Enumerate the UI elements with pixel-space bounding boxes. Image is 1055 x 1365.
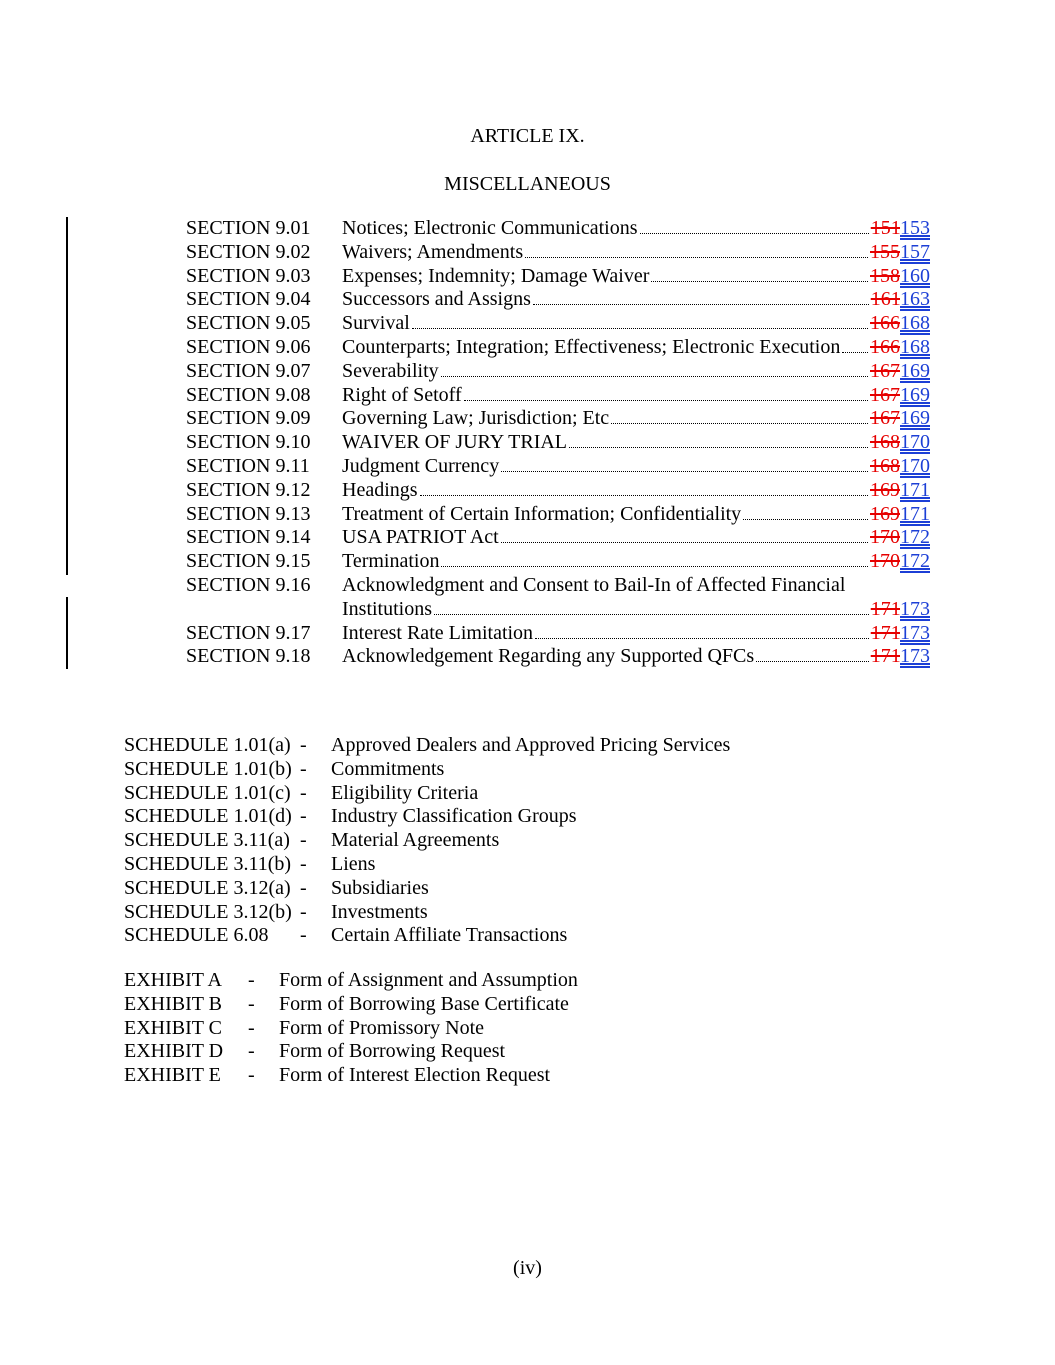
deleted-page-number: 161: [870, 288, 900, 311]
schedule-description: Investments: [331, 900, 428, 923]
dot-leader: [501, 542, 868, 543]
dot-leader: [533, 304, 869, 305]
page-number-link[interactable]: 160: [900, 264, 930, 287]
schedule-label: SCHEDULE 3.12(b): [124, 900, 292, 923]
deleted-page-number: 158: [870, 264, 900, 287]
page-number-link[interactable]: 157: [900, 240, 930, 263]
deleted-page-number: 151: [870, 217, 900, 239]
exhibit-dash: -: [248, 992, 255, 1015]
toc-entry: [186, 431, 930, 455]
section-title[interactable]: Waivers; Amendments: [342, 240, 524, 263]
section-title[interactable]: USA PATRIOT Act: [342, 526, 499, 549]
schedule-description: Liens: [331, 852, 376, 875]
section-number: SECTION 9.13: [186, 502, 311, 525]
section-number: SECTION 9.07: [186, 359, 311, 382]
page-number-link[interactable]: 173: [900, 645, 930, 668]
section-number: SECTION 9.17: [186, 621, 311, 644]
toc-entry: [186, 265, 930, 289]
exhibit-description: Form of Promissory Note: [279, 1016, 484, 1039]
section-number: SECTION 9.11: [186, 454, 310, 477]
deleted-page-number: 167: [870, 383, 900, 406]
page-number-link[interactable]: 163: [900, 288, 930, 311]
schedule-dash: -: [300, 805, 307, 828]
dot-leader: [611, 423, 868, 424]
section-title[interactable]: WAIVER OF JURY TRIAL: [342, 431, 568, 454]
toc-entry: [186, 479, 930, 503]
section-title[interactable]: Governing Law; Jurisdiction; Etc: [342, 407, 610, 430]
dot-leader: [412, 328, 868, 329]
deleted-page-number: 168: [870, 431, 900, 454]
schedule-description: Eligibility Criteria: [331, 781, 479, 804]
schedule-dash: -: [300, 757, 307, 780]
schedule-description: Certain Affiliate Transactions: [331, 924, 568, 947]
section-title[interactable]: Acknowledgment and Consent to Bail-In of Affected Financial: [342, 573, 846, 596]
exhibit-dash: -: [248, 969, 255, 991]
page-number-link[interactable]: 171: [900, 502, 930, 525]
section-title[interactable]: Acknowledgement Regarding any Supported QFCs: [342, 645, 755, 668]
section-title[interactable]: Successors and Assigns: [342, 288, 531, 311]
table-of-contents: [186, 217, 930, 669]
section-number: SECTION 9.05: [186, 312, 311, 335]
section-number: SECTION 9.04: [186, 288, 311, 311]
schedule-description: Commitments: [331, 757, 445, 780]
section-number: SECTION 9.14: [186, 526, 311, 549]
section-title[interactable]: Right of Setoff: [342, 383, 462, 406]
toc-entry: [186, 241, 930, 265]
deleted-page-number: 170: [870, 550, 900, 573]
section-title-continued[interactable]: Institutions: [342, 597, 433, 620]
section-title[interactable]: Treatment of Certain Information; Confidentiality: [342, 502, 742, 525]
section-number: SECTION 9.12: [186, 478, 311, 501]
page-number-link[interactable]: 169: [900, 359, 930, 382]
schedule-description: Material Agreements: [331, 829, 500, 852]
page-number-link[interactable]: 173: [900, 621, 930, 644]
section-number: SECTION 9.10: [186, 431, 311, 454]
toc-entry: [186, 645, 930, 669]
toc-entry: [186, 407, 930, 431]
dot-leader: [464, 400, 868, 401]
page-number-link[interactable]: 170: [900, 454, 930, 477]
dot-leader: [756, 661, 869, 662]
deleted-page-number: 155: [870, 240, 900, 263]
dot-leader: [535, 638, 869, 639]
section-title[interactable]: Interest Rate Limitation: [342, 621, 534, 644]
toc-entry: [186, 312, 930, 336]
toc-entry: [186, 526, 930, 550]
exhibit-dash: -: [248, 1064, 255, 1087]
section-title[interactable]: Survival: [342, 312, 410, 335]
schedule-description: Industry Classification Groups: [331, 805, 577, 828]
exhibit-description: Form of Borrowing Request: [279, 1040, 506, 1063]
schedule-dash: -: [300, 781, 307, 804]
section-number: SECTION 9.03: [186, 264, 311, 287]
page-number-link[interactable]: 170: [900, 431, 930, 454]
exhibit-label: EXHIBIT C: [124, 1016, 222, 1039]
exhibit-dash: -: [248, 1040, 255, 1063]
schedule-dash: -: [300, 734, 307, 756]
schedule-label: SCHEDULE 1.01(c): [124, 781, 291, 804]
article-subtitle: MISCELLANEOUS: [444, 173, 611, 195]
dot-leader: [441, 376, 868, 377]
section-title[interactable]: Headings: [342, 478, 418, 501]
dot-leader: [420, 495, 868, 496]
toc-entry: [186, 455, 930, 479]
exhibit-label: EXHIBIT A: [124, 969, 222, 991]
deleted-page-number: 166: [870, 335, 900, 358]
section-title[interactable]: Counterparts; Integration; Effectiveness; Electronic Execution: [342, 335, 841, 358]
schedule-dash: -: [300, 829, 307, 852]
dot-leader: [743, 519, 868, 520]
section-title[interactable]: Termination: [342, 550, 440, 573]
toc-entry: [186, 550, 930, 574]
section-number: SECTION 9.08: [186, 383, 311, 406]
schedule-dash: -: [300, 900, 307, 923]
page-number-link[interactable]: 153: [900, 217, 930, 239]
section-number: SECTION 9.16: [186, 573, 311, 596]
toc-entry: [186, 288, 930, 312]
deleted-page-number: 171: [870, 621, 900, 644]
section-title[interactable]: Expenses; Indemnity; Damage Waiver: [342, 264, 650, 287]
dot-leader: [525, 257, 868, 258]
schedule-label: SCHEDULE 3.12(a): [124, 876, 291, 899]
section-number: SECTION 9.06: [186, 335, 311, 358]
exhibit-label: EXHIBIT E: [124, 1064, 221, 1087]
page-number-link[interactable]: 172: [900, 550, 930, 573]
schedule-label: SCHEDULE 3.11(b): [124, 852, 292, 875]
exhibit-label: EXHIBIT D: [124, 1040, 224, 1063]
toc-entry: [186, 503, 930, 527]
dot-leader: [569, 447, 868, 448]
exhibit-description: Form of Assignment and Assumption: [279, 969, 578, 991]
schedule-label: SCHEDULE 3.11(a): [124, 829, 290, 852]
page-number-link[interactable]: 171: [900, 478, 930, 501]
schedule-dash: -: [300, 876, 307, 899]
deleted-page-number: 171: [870, 597, 900, 620]
schedule-label: SCHEDULE 1.01(b): [124, 757, 292, 780]
schedule-label: SCHEDULE 6.08: [124, 924, 269, 947]
change-bar: [66, 597, 68, 669]
schedule-dash: -: [300, 924, 307, 947]
toc-entry: [186, 336, 930, 360]
schedule-dash: -: [300, 852, 307, 875]
exhibit-label: EXHIBIT B: [124, 992, 222, 1015]
deleted-page-number: 169: [870, 502, 900, 525]
section-number: SECTION 9.02: [186, 240, 311, 263]
schedule-label: SCHEDULE 1.01(d): [124, 805, 292, 828]
exhibit-description: Form of Interest Election Request: [279, 1064, 551, 1087]
schedule-description: Subsidiaries: [331, 876, 429, 899]
dot-leader: [842, 352, 868, 353]
toc-entry: [186, 574, 930, 622]
dot-leader: [640, 233, 869, 234]
page-number-link[interactable]: 169: [900, 383, 930, 406]
change-bar: [66, 217, 68, 575]
toc-entry: [186, 360, 930, 384]
article-title: ARTICLE IX.: [470, 125, 585, 147]
deleted-page-number: 168: [870, 454, 900, 477]
deleted-page-number: 166: [870, 312, 900, 335]
toc-entry: [186, 217, 930, 241]
dot-leader: [441, 566, 868, 567]
page-number-link[interactable]: 168: [900, 335, 930, 358]
page-number-link[interactable]: 172: [900, 526, 930, 549]
section-number: SECTION 9.01: [186, 217, 311, 239]
deleted-page-number: 169: [870, 478, 900, 501]
dot-leader: [501, 471, 868, 472]
deleted-page-number: 167: [870, 407, 900, 430]
dot-leader: [651, 281, 868, 282]
deleted-page-number: 171: [870, 645, 900, 668]
section-title[interactable]: Notices; Electronic Communications: [342, 217, 638, 239]
deleted-page-number: 170: [870, 526, 900, 549]
deleted-page-number: 167: [870, 359, 900, 382]
schedule-description: Approved Dealers and Approved Pricing Services: [331, 734, 731, 756]
page-number: (iv): [513, 1257, 542, 1279]
dot-leader: [434, 614, 869, 615]
schedule-label: SCHEDULE 1.01(a): [124, 734, 291, 756]
page-number-link[interactable]: 173: [900, 597, 930, 620]
section-number: SECTION 9.15: [186, 550, 311, 573]
section-number: SECTION 9.18: [186, 645, 311, 668]
page-number-link[interactable]: 169: [900, 407, 930, 430]
section-number: SECTION 9.09: [186, 407, 311, 430]
exhibit-description: Form of Borrowing Base Certificate: [279, 992, 569, 1015]
toc-entry: [186, 622, 930, 646]
section-title[interactable]: Severability: [342, 359, 439, 382]
section-title[interactable]: Judgment Currency: [342, 454, 500, 477]
exhibit-dash: -: [248, 1016, 255, 1039]
page-number-link[interactable]: 168: [900, 312, 930, 335]
toc-entry: [186, 384, 930, 408]
